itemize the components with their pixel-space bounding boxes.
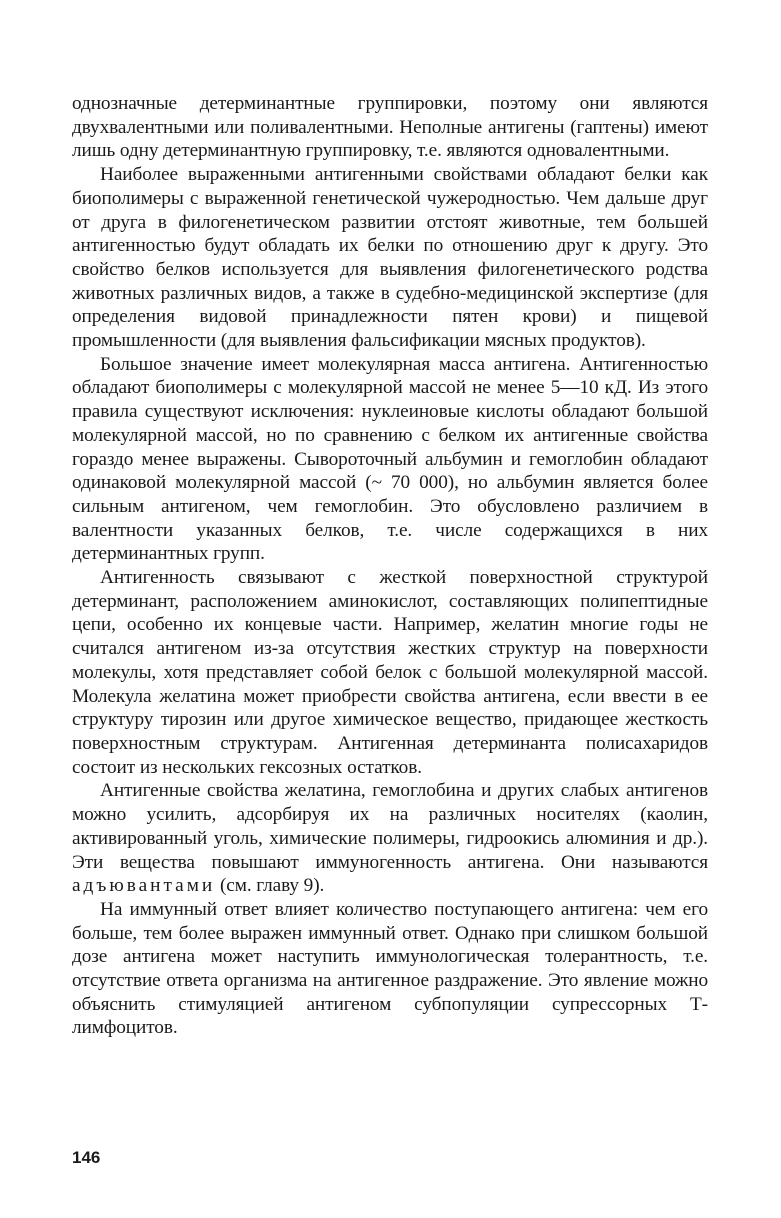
- paragraph-4: Антигенность связывают с жесткой поверхностной структурой детерминант, расположением аминокислот, составляющих полипептидные цепи, особенно их концевые части. Например, желатин многие годы не считался антигеном из-за отсутствия жестких структур на поверхности молекулы, хотя представляет собой белок с большой молекулярной массой. Молекула желатина может приобрести свойства антигена, если ввести в ее структуру тирозин или другое химическое вещество, придающее жесткость поверхностным структурам. Антигенная детерминанта полисахаридов состоит из нескольких гексозных остатков.: [72, 567, 708, 778]
- page-number: 146: [72, 1148, 101, 1167]
- adjuvant-term: адъювантами: [72, 875, 216, 897]
- paragraph-3: Большое значение имеет молекулярная масса антигена. Антигенностью обладают биополимеры с молекулярной массой не менее 5—10 кД. Из этого правила существуют исключения: нуклеиновые кислоты обладают большой молекулярной массой, но по сравнению с белком их антигенные свойства гораздо менее выражены. Сывороточный альбумин и гемоглобин обладают одинаковой молекулярной массой (~ 70 000), но альбумин является более сильным антигеном, чем гемоглобин. Это обусловлено различием в валентности указанных белков, т.е. числе содержащихся в них детерминантных групп.: [72, 353, 708, 565]
- page-body: [72, 92, 708, 1040]
- paragraph-5: [72, 779, 708, 898]
- paragraph-5-text-end: (см. главу 9).: [215, 875, 325, 897]
- paragraph-1: однозначные детерминантные группировки, поэтому они являются двухвалентными или поливалентными. Неполные антигены (гаптены) имеют лишь одну детерминантную группировку, т.е. являются одновалентными.: [72, 93, 708, 162]
- paragraph-2: Наиболее выраженными антигенными свойствами обладают белки как биополимеры с выраженной генетической чужеродностью. Чем дальше друг от друга в филогенетическом развитии отстоят животные, тем большей антигенностью будут обладать их белки по отношению друг к другу. Это свойство белков используется для выявления филогенетического родства животных различных видов, а также в судебно-медицинской экспертизе (для определения видовой принадлежности пятен крови) и пищевой промышленности (для выявления фальсификации мясных продуктов).: [72, 164, 708, 352]
- paragraph-5-text-start: Антигенные свойства желатина, гемоглобина и других слабых антигенов можно усилить, адсорбируя их на различных носителях (каолин, активированный уголь, химические полимеры, гидроокись алюминия и др.). Эти вещества повышают иммуногенность антигена. Они называются: [72, 780, 708, 873]
- paragraph-6: На иммунный ответ влияет количество поступающего антигена: чем его больше, тем более выражен иммунный ответ. Однако при слишком большой дозе антигена может наступить иммунологическая толерантность, т.е. отсутствие ответа организма на антигенное раздражение. Это явление можно объяснить стимуляцией антигеном субпопуляции супрессорных Т-лимфоцитов.: [72, 898, 708, 1039]
